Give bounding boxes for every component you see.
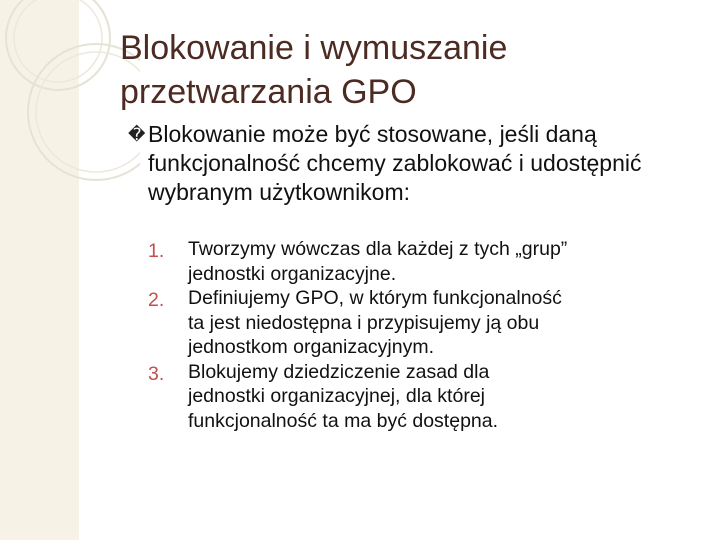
list-item (148, 286, 696, 360)
slide-title (120, 26, 680, 114)
list-item (148, 237, 696, 286)
list-item-line: funkcjonalność ta ma być dostępna. (188, 409, 499, 432)
list-item (148, 360, 696, 434)
list-item-line: jednostkom organizacyjnym. (188, 336, 435, 358)
slide-title-line-2: przetwarzania GPO (120, 73, 417, 111)
list-item-number: 1. (148, 240, 165, 262)
list-item-number: 3. (148, 362, 165, 385)
main-bullet (128, 120, 688, 207)
list-item-text (188, 360, 696, 434)
list-item-line: ta jest niedostępna i przypisujemy ją obu (188, 311, 540, 334)
list-item-line: Tworzymy wówczas dla każdej z tych „grup” (188, 238, 568, 260)
list-item-line: jednostki organizacyjnej, dla której (188, 385, 485, 407)
list-item-text (188, 286, 696, 360)
bullet-marker-icon: � (128, 125, 146, 144)
main-bullet-text: Blokowanie może być stosowane, jeśli daną funkcjonalność chcemy zablokować i udostępnić wybranym użytkownikom: (148, 121, 642, 205)
numbered-list (148, 237, 696, 433)
list-item-text (188, 237, 696, 286)
slide-title-line-1: Blokowanie i wymuszanie (120, 29, 508, 67)
list-item-line: Definiujemy GPO, w którym funkcjonalność (188, 287, 562, 309)
list-item-line: jednostki organizacyjne. (188, 262, 397, 285)
left-decor-band (0, 0, 79, 540)
list-item-line: Blokujemy dziedziczenie zasad dla (188, 360, 490, 383)
list-item-number: 2. (148, 289, 165, 311)
